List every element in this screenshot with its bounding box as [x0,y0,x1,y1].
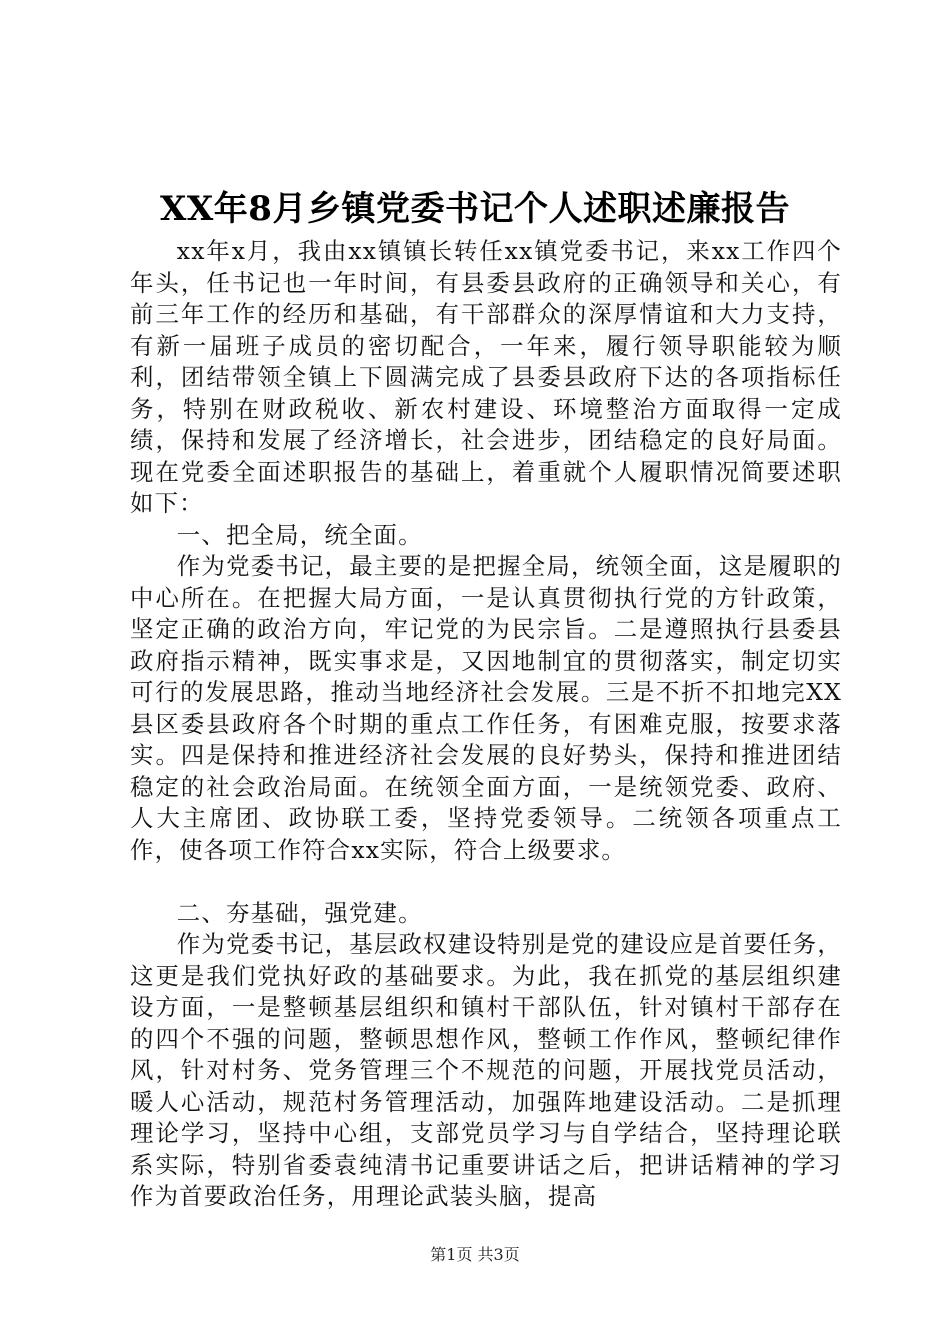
page-number-footer: 第1页 共3页 [430,1245,520,1264]
section-1-paragraph: 作为党委书记，最主要的是把握全局，统领全面，这是履职的中心所在。在把握大局方面，一是认真贯彻执行党的方针政策，坚定正确的政治方向，牢记党的为民宗旨。二是遵照执行县委县政府指示精神，既实事求是，又因地制宜的贯彻落实，制定切实可行的发展思路，推动当地经济社会发展。三是不折不扣地完XX县区委县政府各个时期的重点工作任务，有困难克服，按要求落实。四是保持和推进经济社会发展的良好势头，保持和推进团结稳定的社会政治局面。在统领全面方面，一是统领党委、政府、人大主席团、政协联工委，坚持党委领导。二统领各项重点工作，使各项工作符合xx实际，符合上级要求。 [130,552,842,864]
paragraph-spacer [130,866,842,898]
document-title: XX年8月乡镇党委书记个人述职述廉报告 [160,189,790,229]
section-2-heading: 二、夯基础，强党建。 [176,898,423,927]
section-1-heading: 一、把全局，统全面。 [176,520,423,549]
document-body [130,236,842,1213]
intro-paragraph: xx年x月，我由xx镇镇长转任xx镇党委书记，来xx工作四个年头，任书记也一年时间，有县委县政府的正确领导和关心，有前三年工作的经历和基础，有干部群众的深厚情谊和大力支持，有新一届班子成员的密切配合，一年来，履行领导职能较为顺利，团结带领全镇上下圆满完成了县委县政府下达的各项指标任务，特别在财政税收、新农村建设、环境整治方面取得一定成绩，保持和发展了经济增长，社会进步，团结稳定的良好局面。现在党委全面述职报告的基础上，着重就个人履职情况简要述职如下： [130,237,842,517]
section-2-paragraph: 作为党委书记，基层政权建设特别是党的建设应是首要任务，这更是我们党执好政的基础要求。为此，我在抓党的基层组织建设方面，一是整顿基层组织和镇村干部队伍，针对镇村干部存在的四个不强的问题，整顿思想作风，整顿工作作风，整顿纪律作风，针对村务、党务管理三个不规范的问题，开展找党员活动，暖人心活动，规范村务管理活动，加强阵地建设活动。二是抓理理论学习，坚持中心组，支部党员学习与自学结合，坚持理论联系实际，特别省委袁纯清书记重要讲话之后，把讲话精神的学习作为首要政治任务，用理论武装头脑，提高 [130,930,842,1210]
